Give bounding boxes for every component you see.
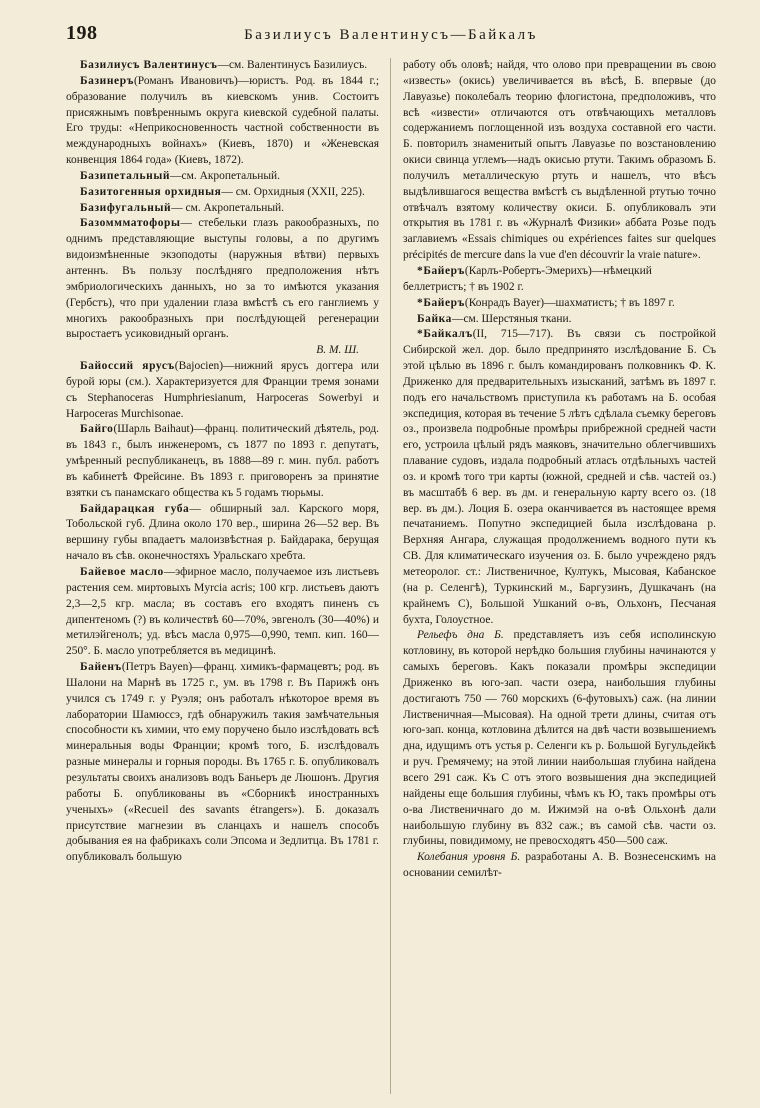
- left-column: [66, 58, 379, 882]
- section-lead: Рельефъ дна Б.: [417, 629, 504, 642]
- entry-headword: Базипетальный: [80, 169, 171, 182]
- entry-text: (II, 715—717). Въ связи съ постройкой Сибирской жел. дор. было предпринято изслѣдование Б. Съ этой цѣлью въ 1896 г. былъ командированъ полковникъ Ф. К. Дриженко для предварительныхъ изысканий, затѣмъ въ 1897 г. подъ его начальствомъ приступила къ работамъ на Б. особая экспедиция, которая въ течение 5 лѣтъ сдѣлала съемку береговъ оз., произвела подробные промѣры прибрежной средней части его, устроила цѣлый рядъ маяковъ, значительно облегчившихъ плавание судовъ, издала подробный атласъ отдѣльныхъ частей оз. и кромѣ того три карты (южной, средней и сѣв. частей оз.) въ масштабѣ 6 вер. въ дм. и генеральную карту всего оз. (18 вер. въ дм.). Лоция Б. озера оканчивается въ настоящее время печатаниемъ. Попутно экспедицией была изслѣдована р. Верхняя Ангара, служащая продолжениемъ водного пути къ СВ. Для климатическаго изучения оз. Б. было учреждено рядъ метеоролог. ст.: Лиственичное, Култукъ, Мысовая, Кабанское (на р. Селенгѣ), Туркинский м., Баргузинъ, Душкачанъ (на крайнемъ С), Большой Ушканий о-въ, Ольхонъ, Песчаная бухта, Голоустное.: [403, 328, 716, 626]
- paragraph: [403, 58, 716, 264]
- entry-headword: Базитогенныя орхидныя: [80, 185, 222, 198]
- dictionary-entry: [66, 502, 379, 565]
- author-signature: В. М. Ш.: [316, 344, 359, 357]
- dictionary-entry: [66, 74, 379, 169]
- entry-headword: *Байеръ: [417, 264, 465, 277]
- entry-text: (Петръ Bayen)—франц. химикъ-фармацевтъ; род. въ Шалони на Марнѣ въ 1725 г., ум. въ 1798 г. Въ Парижѣ онъ учился съ 1749 г. у Руэля; онъ работалъ нѣкоторое время въ лаборатории Шамюссэ, гдѣ обнаружилъ такия замѣчательныя способности къ химии, что ему поручено было изслѣдовать всѣ минеральныя воды Франции; кромѣ того, Б. изслѣдовалъ разные минералы и горныя породы. Въ 1765 г. Б. опубликовалъ результаты своихъ анализовъ водъ Баньеръ де Люшонъ. Другия работы Б. опубликованы въ «Сборникѣ иностранныхъ ученыхъ» («Recueil des savants étrangers»). Б. доказалъ присутствие магнезии въ сланцахъ и нашелъ способъ добывания ея на фабрикахъ соли Эпсома и Зедлитца. Въ 1781 г. опубликовалъ большую: [66, 661, 379, 864]
- entry-text: разработаны А. В. Вознесенскимъ на основании семилѣт-: [403, 851, 716, 880]
- entry-text: — см. Орхидныя (XXII, 225).: [221, 185, 365, 198]
- dictionary-entry: [403, 312, 716, 328]
- entry-text: представляетъ изъ себя исполинскую котловину, въ которой нерѣдко большия глубины начинаются у самыхъ береговъ. Какъ показали промѣры экспедиции Дриженко въ юго-зап. части озера, наибольшия глубины достигаютъ 750 — 760 морскихъ (6-футовыхъ) саж. (на линии Лиственичная—Мысовая). На одной трети длины, считая отъ юго-зап. конца, котловина дѣлится на двѣ части возвышениемъ дна, идущимъ отъ устья р. Селенги къ р. Большой Бугульдейкѣ и руч. Гремячему; на этой линии наибольшая глубина найдена всего 291 саж. Къ С отъ этого возвышения дна экспедицией найдены еще большия глубины, чѣмъ къ Ю, такъ промѣры отъ о-ва Лиственичнаго до м. Ижимэй на о-вѣ Ольхонѣ дали наибольшую глубину въ 832 саж.; въ самой сѣв. части оз. глубины, повидимому, не превосходятъ 450—500 саж.: [403, 629, 716, 848]
- two-column-body: [66, 58, 716, 882]
- entry-text: (Карлъ-Робертъ-Эмерихъ)—нѣмецкий беллетристъ; † въ 1902 г.: [403, 264, 652, 293]
- entry-headword: Байевое масло: [80, 566, 164, 578]
- entry-text: работу объ оловѣ; найдя, что олово при превращении въ свою «известь» (окись) увеличивается въ вѣсѣ, Б. впервые (до Лавуазье) поколебалъ теорию флогистона, предположивъ, что всѣ «извести» отличаются отъ отвѣчающихъ металловъ содержаниемъ поглощенной изъ воздуха составной его части. Б. повторилъ знаменитый опытъ Лавуазье по возстановлению окиси свинца углемъ—надъ окисью ртути. Такимъ образомъ Б. получилъ металлическую ртуть и нашелъ, что вѣсъ выдѣлившагося вещества вмѣстѣ съ выдѣленной ртутью точно отвѣчалъ взятому количеству окиси. Б. опубликовалъ эти открытия въ 1781 г. въ «Журналѣ Физики» аббата Розье подъ заглавиемъ «Essais chimiques ou expériences faites sur quelques précipités de mercure dans la vue d'en découvrir la vraie nature».: [403, 59, 716, 262]
- entry-headword: Базилиусъ Валентинусъ: [80, 59, 218, 71]
- dictionary-entry: [66, 169, 379, 185]
- entry-headword: Байдарацкая губа: [80, 502, 190, 515]
- dictionary-entry: [66, 660, 379, 866]
- running-head: Базилиусъ Валентинусъ—Байкалъ: [244, 27, 538, 43]
- entry-headword: *Байкалъ: [417, 328, 473, 341]
- entry-headword: Байоссий ярусъ: [80, 360, 175, 373]
- entry-text: — стебельки глазъ ракообразныхъ, по однимъ представляющие выступы головы, а по другимъ видоизмѣненные экзоподоты (наружныя вѣтви) первыхъ антеннъ. Въ пользу послѣдняго предположения нѣтъ эмбриологическихъ данныхъ, но за то имѣются указания (Гербстъ), что при удалении глаза вмѣстѣ съ его ганглиемъ у многихъ ракообразныхъ при послѣдующей регенерации выростаетъ усиковидный органъ.: [66, 217, 379, 341]
- entry-text: (Конрадъ Bayer)—шахматистъ; † въ 1897 г.: [464, 296, 675, 309]
- paragraph: [403, 850, 716, 882]
- entry-text: (Bajocien)—нижний ярусъ доггера или бурой юры (см.). Характеризуется для Франции тремя зонами съ Stephanoceras Humphriesianum, Harpoceras Sowerbyi и Harpoceras Murchisonae.: [66, 360, 379, 420]
- entry-headword: Байго: [80, 423, 114, 436]
- entry-text: (Романъ Ивановичъ)—юристъ. Род. въ 1844 г.; образование получилъ въ киевскомъ унив. Состоитъ присяжнымъ повѣреннымъ округа киевской судебной палаты. Его труды: «Неприкосновенность частной собственности въ международныхъ войнахъ» (Киевъ, 1870) и «Женевская конвенция 1864 года» (Киевъ, 1872).: [66, 74, 379, 167]
- dictionary-entry: [66, 422, 379, 501]
- dictionary-entry: [66, 216, 379, 343]
- dictionary-entry: [66, 58, 379, 74]
- entry-text: —см. Валентинусъ Базилиусъ.: [217, 59, 368, 71]
- dictionary-entry: [66, 359, 379, 422]
- right-column: [403, 58, 716, 882]
- paragraph: [403, 628, 716, 850]
- entry-headword: Базинеръ: [80, 74, 134, 87]
- entry-text: — см. Акропетальный.: [171, 201, 285, 214]
- page-header: [66, 20, 716, 54]
- entry-text: (Шарль Baihaut)—франц. политический дѣятель, род. въ 1843 г., былъ инженеромъ, съ 1877 по 1893 г. депутатъ, умѣренный республиканецъ, въ 1888—89 г. мин. публ. работъ въ кабинетѣ Фрейсине. Въ 1893 г. приговоренъ за принятие взятки съ панамскаго общества къ 5 годамъ тюрьмы.: [66, 423, 379, 499]
- page-number: 198: [66, 22, 98, 44]
- entry-text: —эфирное масло, получаемое изъ листьевъ растения сем. миртовыхъ Myrcia acris; 100 кгр. листьевъ даютъ 2,3—2,5 кгр. масла; въ составъ его входятъ пиненъ съ дипентеномъ (?) въ количествѣ 60—70%, эвгенолъ (30—40%) и метилэйгенолъ; уд. вѣсъ масла 0,975—0,990, темп. кип. 160—250°. Б. масло употребляется въ медицинѣ.: [66, 566, 379, 658]
- dictionary-entry: [66, 201, 379, 217]
- section-lead: Колебания уровня Б.: [417, 851, 521, 864]
- entry-text: — обширный зал. Карского моря, Тобольской губ. Длина около 170 вер., ширина 26—52 вер. Въ вершину губы впадаетъ малоизвѣстная р. Байдарака, берущая начало въ сѣв. оконечностяхъ Уральскаго хребта.: [66, 502, 380, 563]
- entry-text: —см. Шерстяныя ткани.: [452, 312, 572, 325]
- dictionary-entry: [403, 327, 716, 628]
- entry-headword: Байка: [417, 312, 453, 325]
- dictionary-entry: [403, 264, 716, 296]
- dictionary-entry: [66, 565, 379, 660]
- entry-text: —см. Акропетальный.: [170, 169, 281, 182]
- entry-headword: Байенъ: [80, 661, 122, 674]
- entry-headword: *Байеръ: [417, 296, 465, 309]
- dictionary-entry: [66, 185, 379, 201]
- dictionary-entry: [403, 296, 716, 312]
- entry-headword: Базоммматофоры: [80, 217, 181, 230]
- entry-headword: Базифугальный: [80, 201, 172, 214]
